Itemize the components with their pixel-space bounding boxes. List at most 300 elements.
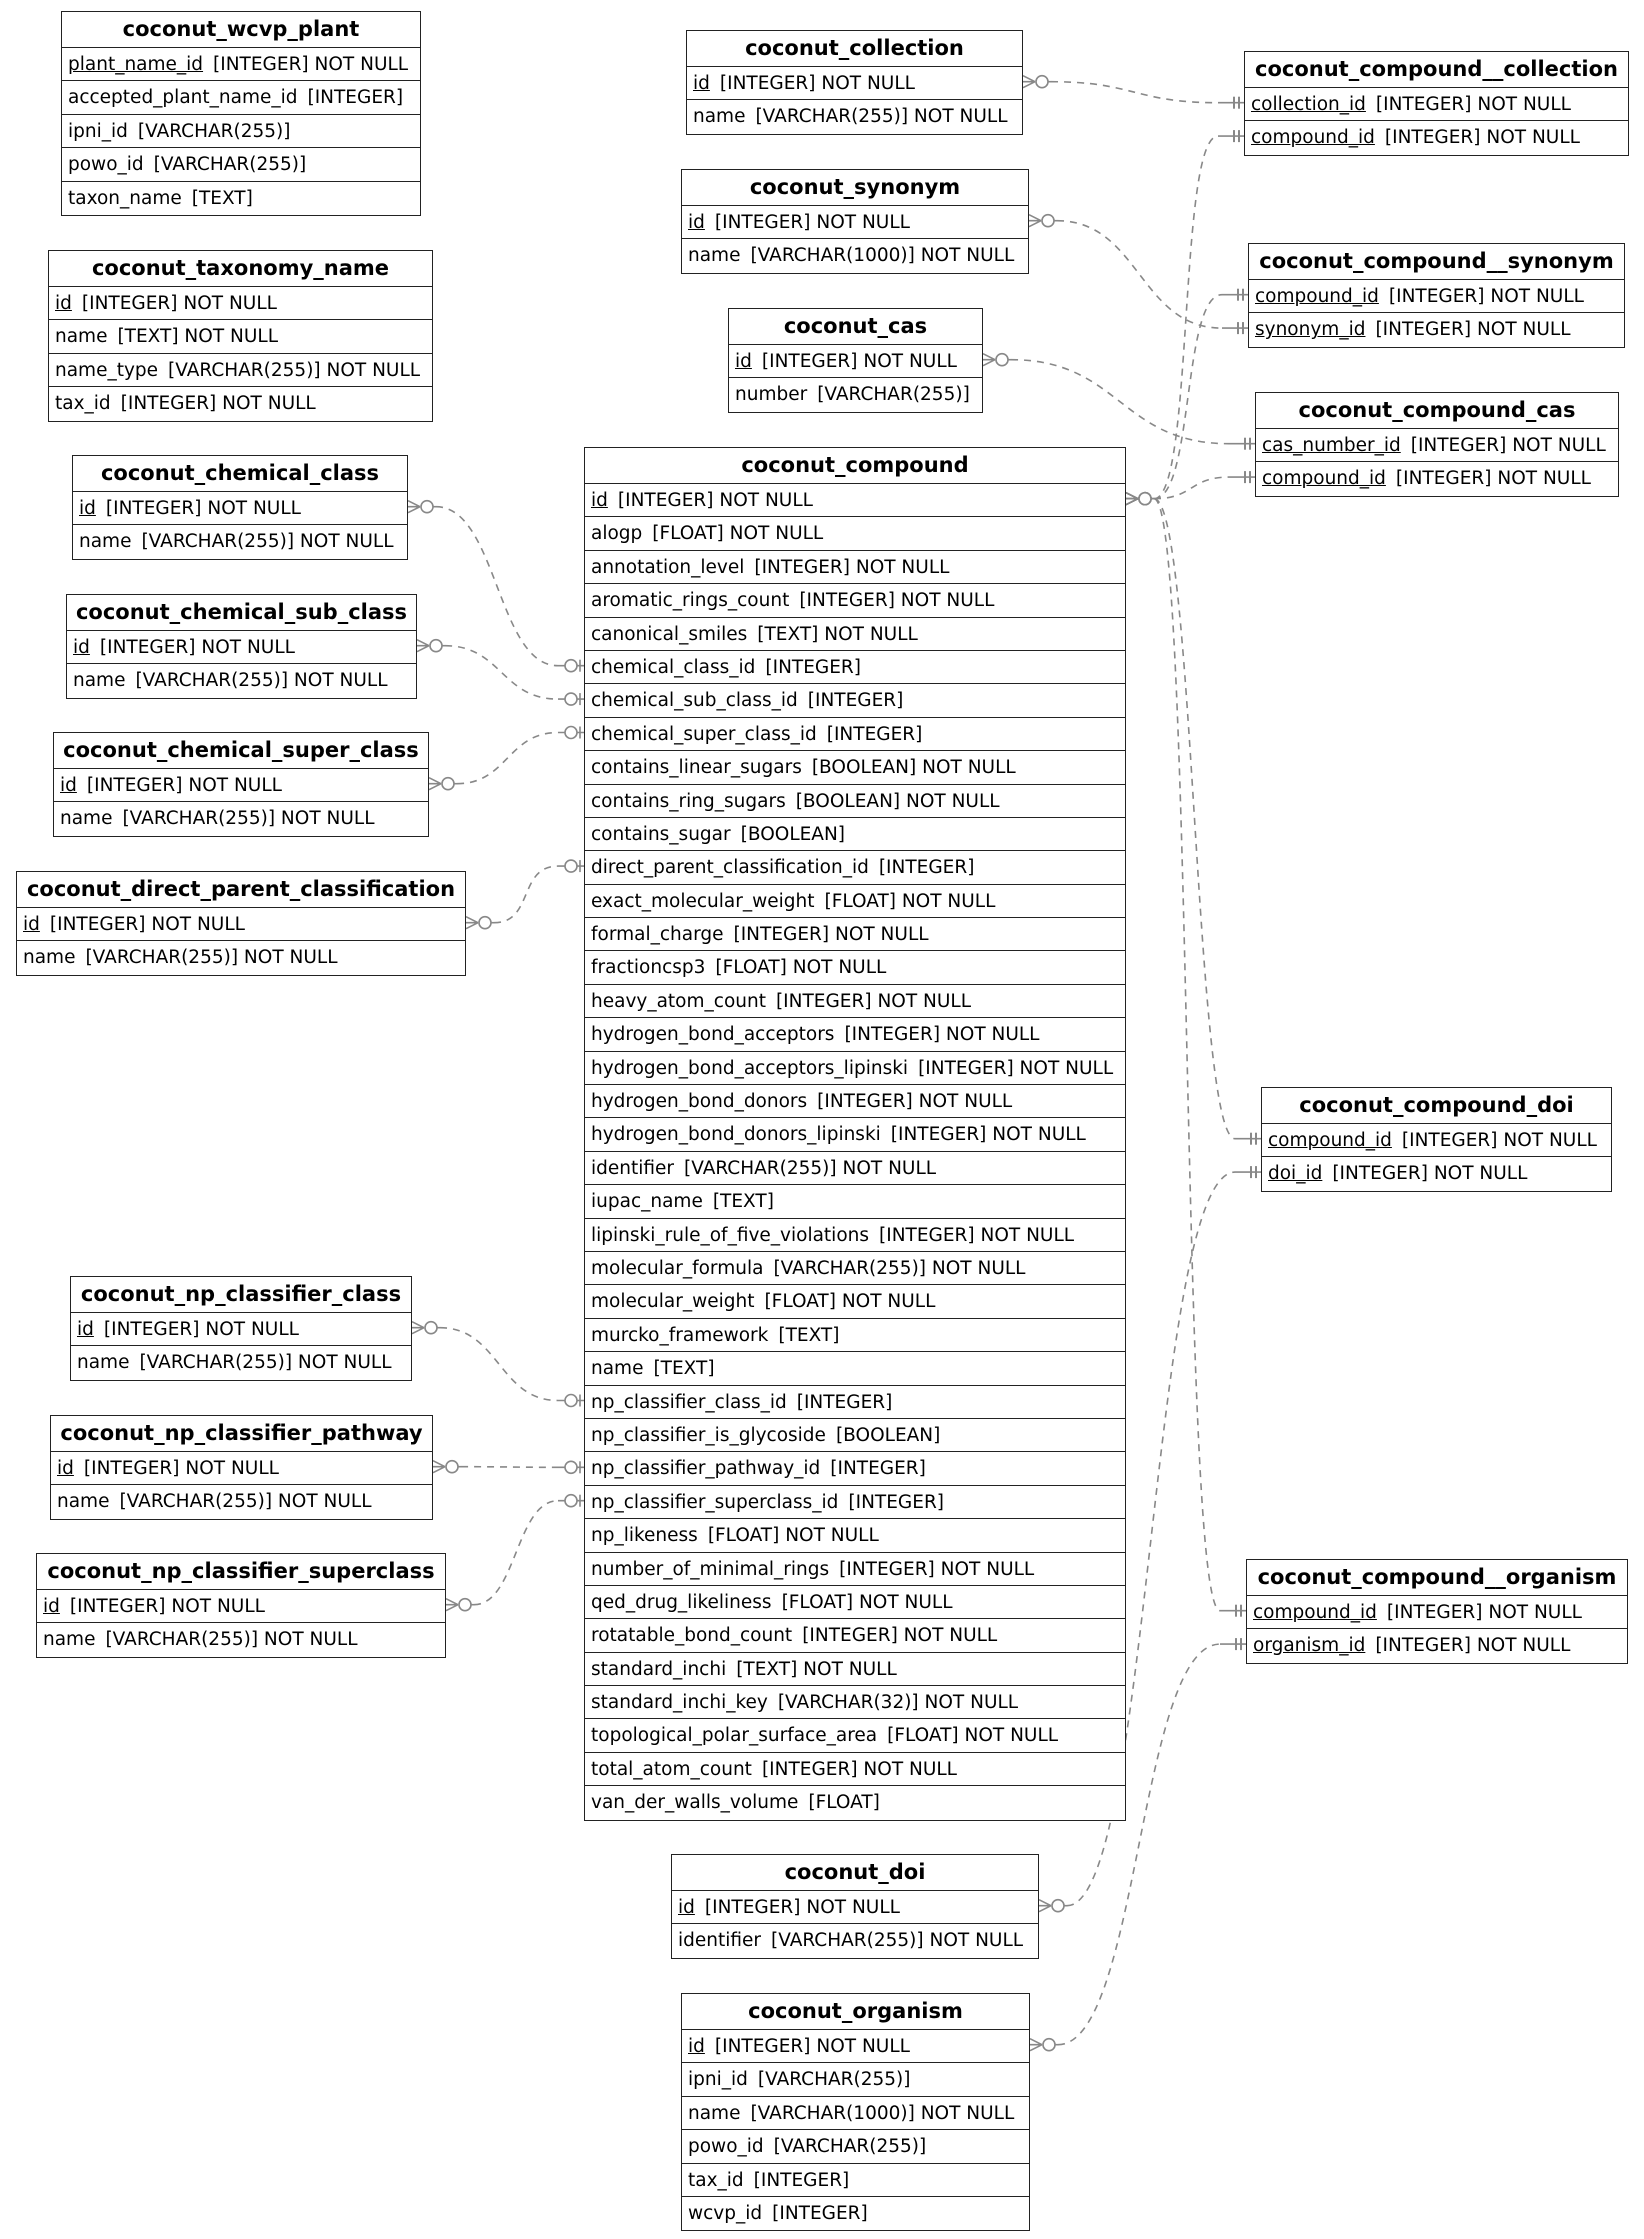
field-type: [INTEGER] NOT NULL — [1332, 1163, 1528, 1185]
field-name: alogp — [591, 523, 643, 545]
field-row — [585, 718, 1125, 751]
field-name: number_of_minimal_rings — [591, 1558, 830, 1580]
field-type: [INTEGER] NOT NULL — [99, 637, 295, 658]
entity-coconut-compound-cas — [1255, 392, 1619, 497]
field-name: compound_id — [1268, 1130, 1392, 1151]
entity-coconut-wcvp-plant — [61, 11, 421, 216]
field-name: number — [735, 384, 808, 406]
field-name: taxon_name — [68, 187, 182, 209]
relation-edge — [433, 1461, 584, 1474]
field-row — [585, 517, 1125, 550]
field-name: hydrogen_bond_acceptors_lipinski — [591, 1057, 909, 1079]
field-name: id — [77, 1319, 94, 1340]
crows-foot-icon — [1126, 493, 1154, 505]
field-type: [INTEGER] NOT NULL — [761, 1758, 957, 1780]
field-type: [INTEGER] — [765, 656, 862, 678]
entity-coconut-np-classifier-superclass — [36, 1553, 446, 1658]
field-row — [585, 651, 1125, 684]
field-row — [585, 1753, 1125, 1786]
crows-foot-icon — [1039, 1900, 1067, 1912]
field-name: name — [591, 1358, 644, 1380]
field-type: [TEXT] — [191, 187, 253, 209]
field-row — [17, 908, 465, 941]
field-name: rotatable_bond_count — [591, 1625, 793, 1647]
field-row — [729, 378, 982, 411]
crows-foot-icon — [466, 917, 494, 929]
field-row — [62, 48, 420, 81]
field-type: [INTEGER] NOT NULL — [86, 775, 282, 796]
field-type: [FLOAT] — [808, 1792, 880, 1814]
field-type: [VARCHAR(255)] — [137, 120, 291, 142]
field-type: [INTEGER] NOT NULL — [1401, 1130, 1597, 1151]
field-row — [73, 525, 407, 558]
field-name: lipinski_rule_of_five_violations — [591, 1224, 870, 1246]
field-name: contains_linear_sugars — [591, 757, 802, 779]
one-mandatory-icon — [1235, 1133, 1261, 1145]
field-row — [37, 1623, 445, 1656]
field-type: [INTEGER] NOT NULL — [761, 351, 957, 372]
field-name: ipni_id — [68, 120, 128, 142]
field-row — [585, 1519, 1125, 1552]
field-type: [INTEGER] NOT NULL — [918, 1057, 1114, 1079]
entity-coconut-collection — [686, 30, 1023, 135]
field-row — [585, 1653, 1125, 1686]
field-row — [17, 941, 465, 974]
field-type: [FLOAT] NOT NULL — [887, 1725, 1059, 1747]
field-type: [VARCHAR(255)] — [757, 2069, 911, 2091]
entity-title: coconut_collection — [687, 31, 1022, 67]
crows-foot-icon — [1126, 493, 1154, 505]
field-name: heavy_atom_count — [591, 990, 766, 1012]
field-type: [TEXT] — [712, 1191, 774, 1213]
entity-title: coconut_chemical_super_class — [54, 733, 428, 769]
field-name: hydrogen_bond_donors_lipinski — [591, 1124, 881, 1146]
field-name: exact_molecular_weight — [591, 890, 815, 912]
field-type: [VARCHAR(255)] NOT NULL — [773, 1257, 1026, 1279]
field-name: qed_drug_likeliness — [591, 1591, 772, 1613]
field-row — [687, 67, 1022, 100]
field-name: formal_charge — [591, 924, 724, 946]
field-name: id — [688, 212, 705, 233]
crows-foot-icon — [1126, 493, 1154, 505]
field-name: id — [735, 351, 752, 372]
field-row — [682, 239, 1028, 272]
field-name: contains_ring_sugars — [591, 790, 786, 812]
field-type: [INTEGER] — [796, 1391, 893, 1413]
field-row — [62, 182, 420, 215]
field-name: name — [79, 531, 132, 553]
entity-coconut-synonym — [681, 169, 1029, 274]
field-type: [VARCHAR(255)] — [817, 384, 970, 406]
entity-coconut-chemical-super-class — [53, 732, 429, 837]
field-row — [71, 1346, 411, 1379]
field-type: [INTEGER] NOT NULL — [1410, 435, 1606, 456]
field-row — [672, 1891, 1038, 1924]
field-type: [INTEGER] NOT NULL — [83, 1458, 279, 1479]
relation-edge — [466, 860, 584, 929]
one-mandatory-icon — [1218, 130, 1244, 142]
field-type: [INTEGER] NOT NULL — [839, 1558, 1035, 1580]
field-row — [37, 1590, 445, 1623]
field-type: [VARCHAR(1000)] NOT NULL — [750, 2102, 1015, 2124]
field-row — [585, 1085, 1125, 1118]
field-name: compound_id — [1253, 1602, 1377, 1623]
field-name: ipni_id — [688, 2069, 748, 2091]
field-name: id — [678, 1897, 695, 1918]
field-type: [INTEGER] — [826, 723, 923, 745]
entity-title: coconut_np_classifier_class — [71, 1277, 411, 1313]
crows-foot-icon — [429, 778, 457, 790]
field-row — [1262, 1157, 1611, 1190]
crows-foot-icon — [1030, 2039, 1058, 2051]
field-row — [585, 951, 1125, 984]
field-type: [INTEGER] — [878, 857, 975, 879]
field-type: [INTEGER] NOT NULL — [733, 924, 929, 946]
field-type: [FLOAT] NOT NULL — [652, 523, 824, 545]
field-name: np_classifier_is_glycoside — [591, 1424, 826, 1446]
field-row — [1256, 429, 1618, 462]
field-type: [INTEGER] NOT NULL — [1375, 94, 1571, 115]
relation-edge — [1029, 215, 1248, 334]
field-row — [585, 1219, 1125, 1252]
field-type: [INTEGER] NOT NULL — [1375, 319, 1571, 341]
field-type: [TEXT] — [653, 1358, 715, 1380]
crows-foot-icon — [1126, 493, 1154, 505]
relation-edge — [408, 501, 584, 672]
field-row — [585, 1152, 1125, 1185]
field-type: [INTEGER] NOT NULL — [879, 1224, 1075, 1246]
field-name: standard_inchi — [591, 1658, 727, 1680]
field-name: tax_id — [55, 393, 111, 415]
zero-or-one-icon — [558, 860, 584, 872]
zero-or-one-icon — [558, 693, 584, 705]
field-type: [INTEGER] NOT NULL — [1375, 1635, 1571, 1657]
field-name: id — [57, 1458, 74, 1479]
one-mandatory-icon — [1222, 322, 1248, 334]
field-row — [1256, 462, 1618, 495]
field-row — [62, 81, 420, 114]
field-row — [585, 1018, 1125, 1051]
field-type: [INTEGER] NOT NULL — [714, 212, 910, 233]
entity-title: coconut_compound_doi — [1262, 1088, 1611, 1124]
field-type: [INTEGER] — [848, 1491, 945, 1513]
field-type: [INTEGER] — [307, 87, 404, 109]
field-name: collection_id — [1251, 94, 1366, 115]
field-type: [INTEGER] — [807, 690, 904, 712]
field-row — [1247, 1629, 1627, 1662]
entity-title: coconut_organism — [682, 1994, 1029, 2030]
crows-foot-icon — [417, 640, 445, 652]
field-row — [585, 885, 1125, 918]
field-row — [1245, 121, 1628, 154]
field-name: molecular_formula — [591, 1257, 764, 1279]
relation-edge — [429, 727, 584, 790]
field-name: name — [688, 245, 741, 267]
field-name: id — [693, 73, 710, 94]
field-row — [682, 2097, 1029, 2130]
zero-or-one-icon — [558, 660, 584, 672]
entity-title: coconut_chemical_class — [73, 456, 407, 492]
field-type: [INTEGER] NOT NULL — [120, 393, 316, 415]
field-row — [585, 918, 1125, 951]
field-row — [585, 785, 1125, 818]
field-row — [585, 1319, 1125, 1352]
field-type: [INTEGER] NOT NULL — [799, 590, 995, 612]
entity-coconut-np-classifier-class — [70, 1276, 412, 1381]
field-row — [1262, 1124, 1611, 1157]
field-type: [VARCHAR(255)] NOT NULL — [135, 670, 388, 692]
field-type: [INTEGER] NOT NULL — [103, 1319, 299, 1340]
field-row — [585, 1185, 1125, 1218]
field-type: [INTEGER] NOT NULL — [1388, 286, 1584, 307]
field-name: chemical_super_class_id — [591, 723, 817, 745]
field-row — [585, 584, 1125, 617]
field-row — [1249, 313, 1624, 346]
field-type: [INTEGER] NOT NULL — [714, 2036, 910, 2057]
relation-edge — [446, 1495, 584, 1611]
field-row — [585, 818, 1125, 851]
field-row — [1245, 88, 1628, 121]
entity-title: coconut_cas — [729, 309, 982, 345]
field-name: compound_id — [1255, 286, 1379, 307]
field-row — [672, 1924, 1038, 1957]
crows-foot-icon — [1126, 493, 1154, 505]
field-name: name — [57, 1491, 110, 1513]
field-row — [585, 1486, 1125, 1519]
field-type: [FLOAT] NOT NULL — [715, 957, 887, 979]
field-name: np_classifier_superclass_id — [591, 1491, 839, 1513]
field-type: [INTEGER] NOT NULL — [81, 293, 277, 314]
field-type: [TEXT] — [778, 1324, 840, 1346]
field-name: hydrogen_bond_donors — [591, 1091, 808, 1113]
field-name: direct_parent_classification_id — [591, 857, 869, 879]
field-row — [682, 2197, 1029, 2230]
field-name: id — [23, 914, 40, 935]
entity-coconut-chemical-sub-class — [66, 594, 417, 699]
entity-title: coconut_np_classifier_superclass — [37, 1554, 445, 1590]
field-row — [51, 1452, 432, 1485]
field-type: [INTEGER] NOT NULL — [817, 1091, 1013, 1113]
field-name: name — [43, 1629, 96, 1651]
zero-or-one-icon — [558, 727, 584, 739]
field-type: [FLOAT] NOT NULL — [764, 1291, 936, 1313]
field-row — [585, 551, 1125, 584]
field-name: np_classifier_pathway_id — [591, 1458, 821, 1480]
field-row — [585, 1419, 1125, 1452]
entity-title: coconut_synonym — [682, 170, 1028, 206]
field-row — [51, 1485, 432, 1518]
relation-edge — [1023, 76, 1244, 109]
crows-foot-icon — [433, 1461, 461, 1473]
entity-coconut-compound — [584, 447, 1126, 1821]
field-type: [INTEGER] NOT NULL — [844, 1024, 1040, 1046]
field-name: aromatic_rings_count — [591, 590, 790, 612]
field-name: accepted_plant_name_id — [68, 87, 298, 109]
entity-coconut-organism — [681, 1993, 1030, 2231]
field-row — [585, 1052, 1125, 1085]
entity-coconut-chemical-class — [72, 455, 408, 560]
entity-title: coconut_doi — [672, 1855, 1038, 1891]
field-type: [FLOAT] NOT NULL — [781, 1591, 953, 1613]
relation-edge — [983, 354, 1255, 450]
field-name: name — [60, 808, 113, 830]
entity-coconut-compound--collection — [1244, 51, 1629, 156]
field-type: [VARCHAR(255)] NOT NULL — [755, 106, 1008, 128]
field-row — [585, 484, 1125, 517]
one-mandatory-icon — [1220, 1605, 1246, 1617]
field-name: annotation_level — [591, 556, 745, 578]
field-type: [INTEGER] — [830, 1458, 926, 1480]
field-type: [INTEGER] NOT NULL — [213, 54, 409, 75]
relation-edge — [417, 640, 584, 705]
entity-coconut-compound-doi — [1261, 1087, 1612, 1192]
field-type: [VARCHAR(255)] NOT NULL — [85, 947, 338, 969]
entity-coconut-cas — [728, 308, 983, 413]
zero-or-one-icon — [558, 1495, 584, 1507]
zero-or-one-icon — [558, 1395, 584, 1407]
field-row — [585, 1719, 1125, 1752]
entity-coconut-compound--organism — [1246, 1559, 1628, 1664]
field-type: [INTEGER] NOT NULL — [105, 498, 301, 519]
field-type: [INTEGER] — [772, 2202, 868, 2224]
entity-coconut-compound--synonym — [1248, 243, 1625, 348]
field-row — [67, 631, 416, 664]
field-row — [71, 1313, 411, 1346]
field-row — [585, 1352, 1125, 1385]
field-row — [585, 985, 1125, 1018]
field-name: powo_id — [688, 2136, 764, 2158]
field-row — [682, 2164, 1029, 2197]
field-name: fractioncsp3 — [591, 957, 706, 979]
field-type: [INTEGER] NOT NULL — [890, 1124, 1086, 1146]
field-type: [VARCHAR(255)] — [153, 154, 307, 176]
field-row — [585, 1452, 1125, 1485]
one-mandatory-icon — [1229, 438, 1255, 450]
field-type: [VARCHAR(255)] NOT NULL — [141, 531, 394, 553]
field-name: organism_id — [1253, 1635, 1366, 1657]
entity-title: coconut_compound_cas — [1256, 393, 1618, 429]
field-name: name_type — [55, 359, 159, 381]
field-name: plant_name_id — [68, 54, 204, 75]
field-row — [682, 2063, 1029, 2096]
field-row — [585, 1386, 1125, 1419]
field-type: [VARCHAR(1000)] NOT NULL — [750, 245, 1015, 267]
field-type: [TEXT] NOT NULL — [736, 1658, 897, 1680]
field-name: identifier — [678, 1930, 762, 1952]
field-name: identifier — [591, 1157, 675, 1179]
relation-edge — [1126, 471, 1255, 505]
field-type: [VARCHAR(32)] NOT NULL — [777, 1692, 1019, 1714]
one-mandatory-icon — [1222, 289, 1248, 301]
field-name: id — [688, 2036, 705, 2057]
entity-title: coconut_compound — [585, 448, 1125, 484]
field-name: id — [79, 498, 96, 519]
field-type: [FLOAT] NOT NULL — [707, 1525, 879, 1547]
field-name: id — [73, 637, 90, 658]
entity-title: coconut_chemical_sub_class — [67, 595, 416, 631]
field-type: [TEXT] NOT NULL — [117, 326, 278, 348]
field-type: [INTEGER] NOT NULL — [1384, 127, 1580, 149]
field-name: molecular_weight — [591, 1291, 755, 1313]
field-name: name — [73, 670, 126, 692]
field-name: van_der_walls_volume — [591, 1792, 799, 1814]
field-name: wcvp_id — [688, 2202, 763, 2224]
field-row — [49, 287, 432, 320]
field-row — [585, 1285, 1125, 1318]
one-mandatory-icon — [1235, 1166, 1261, 1178]
field-type: [BOOLEAN] NOT NULL — [811, 757, 1016, 779]
field-name: name — [55, 326, 108, 348]
field-name: name — [23, 947, 76, 969]
field-name: compound_id — [1262, 468, 1386, 490]
field-row — [585, 1586, 1125, 1619]
field-type: [VARCHAR(255)] — [773, 2136, 927, 2158]
crows-foot-icon — [412, 1322, 440, 1334]
one-mandatory-icon — [1229, 471, 1255, 483]
field-type: [BOOLEAN] — [835, 1424, 941, 1446]
field-type: [VARCHAR(255)] NOT NULL — [771, 1930, 1024, 1952]
field-type: [VARCHAR(255)] NOT NULL — [105, 1629, 358, 1651]
field-type: [VARCHAR(255)] NOT NULL — [168, 359, 421, 381]
field-name: name — [693, 106, 746, 128]
crows-foot-icon — [446, 1599, 474, 1611]
crows-foot-icon — [1023, 76, 1051, 88]
entity-coconut-doi — [671, 1854, 1039, 1959]
field-type: [INTEGER] NOT NULL — [719, 73, 915, 94]
field-row — [682, 206, 1028, 239]
field-type: [VARCHAR(255)] NOT NULL — [122, 808, 375, 830]
field-type: [INTEGER] NOT NULL — [617, 490, 813, 511]
field-name: canonical_smiles — [591, 623, 748, 645]
entity-coconut-taxonomy-name — [48, 250, 433, 422]
field-row — [729, 345, 982, 378]
field-type: [INTEGER] NOT NULL — [1395, 468, 1591, 490]
crows-foot-icon — [1029, 215, 1057, 227]
field-row — [585, 1786, 1125, 1819]
field-type: [VARCHAR(255)] NOT NULL — [119, 1491, 372, 1513]
field-type: [TEXT] NOT NULL — [757, 623, 918, 645]
field-name: compound_id — [1251, 127, 1375, 149]
field-row — [49, 387, 432, 420]
field-row — [62, 148, 420, 181]
field-name: doi_id — [1268, 1163, 1323, 1185]
entity-title: coconut_compound__organism — [1247, 1560, 1627, 1596]
crows-foot-icon — [983, 354, 1011, 366]
field-name: np_likeness — [591, 1525, 698, 1547]
field-type: [VARCHAR(255)] NOT NULL — [139, 1352, 392, 1374]
entity-title: coconut_np_classifier_pathway — [51, 1416, 432, 1452]
field-row — [67, 664, 416, 697]
relation-edge — [412, 1322, 584, 1407]
field-type: [FLOAT] NOT NULL — [824, 890, 996, 912]
field-name: name — [688, 2102, 741, 2124]
field-type: [BOOLEAN] — [740, 823, 846, 845]
field-row — [62, 115, 420, 148]
field-name: total_atom_count — [591, 1758, 752, 1780]
field-type: [INTEGER] NOT NULL — [69, 1596, 265, 1617]
field-name: synonym_id — [1255, 319, 1366, 341]
field-name: standard_inchi_key — [591, 1692, 768, 1714]
field-type: [INTEGER] NOT NULL — [775, 990, 972, 1012]
field-name: murcko_framework — [591, 1324, 769, 1346]
entity-title: coconut_taxonomy_name — [49, 251, 432, 287]
zero-or-one-icon — [558, 1461, 584, 1473]
field-row — [585, 1619, 1125, 1652]
field-row — [1249, 280, 1624, 313]
field-name: hydrogen_bond_acceptors — [591, 1024, 835, 1046]
field-type: [INTEGER] NOT NULL — [754, 556, 950, 578]
field-name: topological_polar_surface_area — [591, 1725, 878, 1747]
